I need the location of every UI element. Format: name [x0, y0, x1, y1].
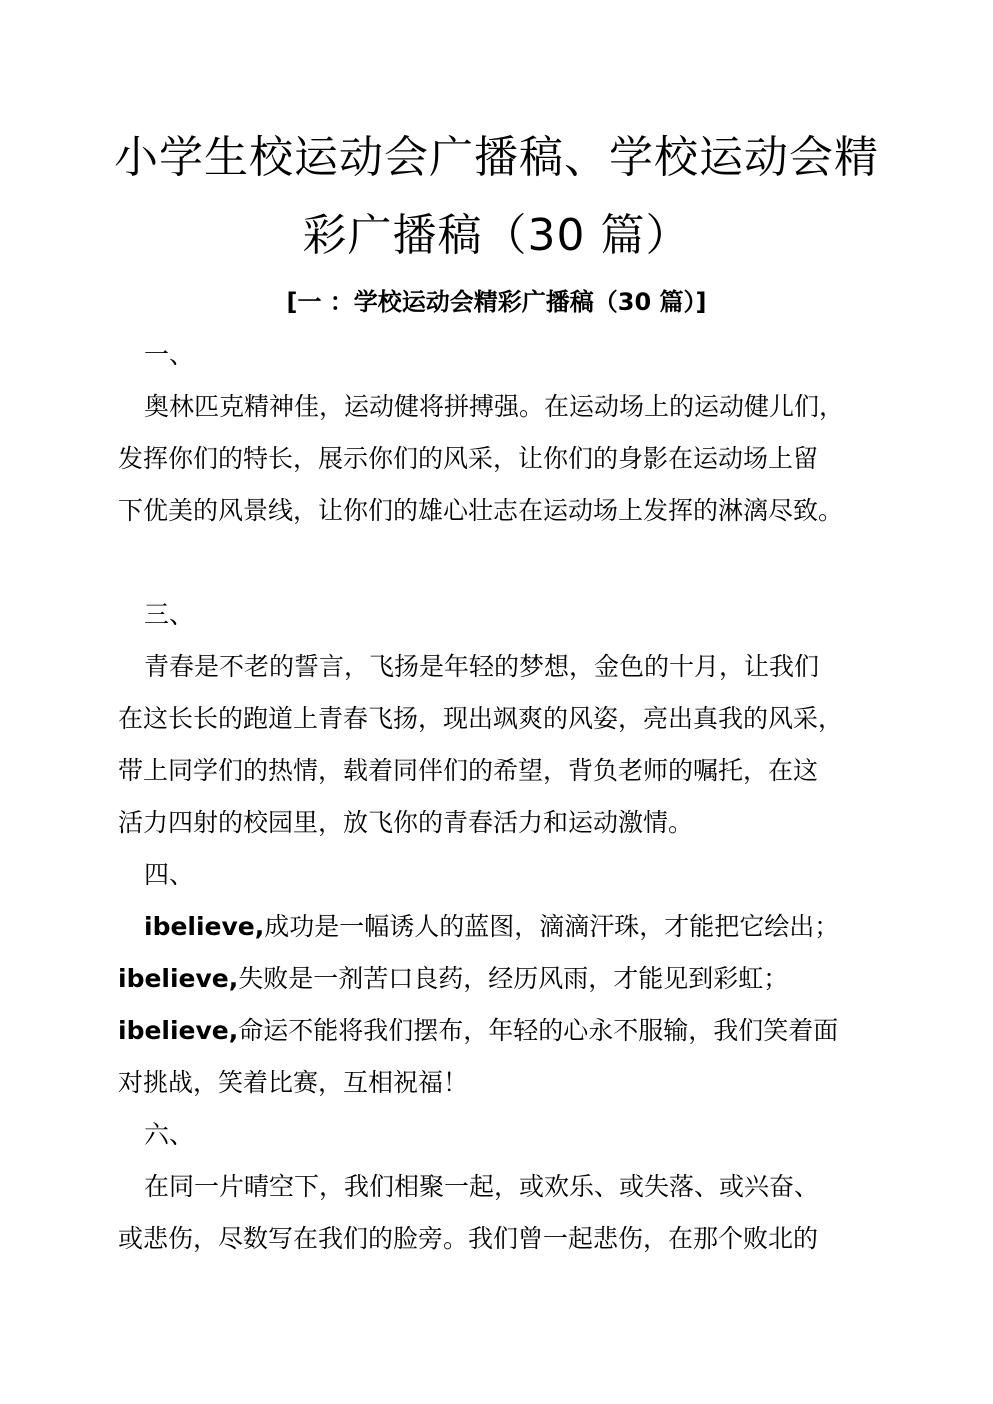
- line-rest: 失败是一剂苦口良药，经历风雨，才能见到彩虹；: [238, 964, 789, 993]
- subtitle: [一 ：学校运动会精彩广播稿（30 篇）]: [286, 288, 707, 316]
- section-heading: 四、: [144, 860, 195, 889]
- line-lead-word: ibelieve,: [118, 1016, 239, 1045]
- paragraph-line: 下优美的风景线，让你们的雄心壮志在运动场上发挥的淋漓尽致。: [118, 496, 844, 525]
- paragraph-line: 青春是不老的誓言，飞扬是年轻的梦想，金色的十月，让我们: [144, 652, 820, 681]
- paragraph-line: 奥林匹克精神佳，运动健将拼搏强。在运动场上的运动健儿们，: [144, 392, 845, 421]
- paragraph-line: 发挥你们的特长，展示你们的风采，让你们的身影在运动场上留: [118, 444, 819, 473]
- section-heading: 六、: [144, 1120, 195, 1149]
- section-heading: 三、: [144, 600, 195, 629]
- paragraph-line: [118, 962, 788, 996]
- line-lead-word: ibelieve,: [118, 964, 239, 993]
- title-line-1: 小学生校运动会广播稿、学校运动会精: [114, 132, 879, 183]
- paragraph-line: 或悲伤，尽数写在我们的脸旁。我们曾一起悲伤，在那个败北的: [118, 1224, 819, 1253]
- paragraph-line: 对挑战，笑着比赛，互相祝福！: [118, 1068, 469, 1097]
- paragraph-line: 在这长长的跑道上青春飞扬，现出飒爽的风姿，亮出真我的风采，: [118, 704, 844, 733]
- line-lead-word: ibelieve,: [144, 912, 265, 941]
- section-heading: 一、: [144, 340, 195, 369]
- paragraph-line: 带上同学们的热情，载着同伴们的希望，背负老师的嘱托，在这: [118, 756, 819, 785]
- paragraph-line: 在同一片晴空下，我们相聚一起，或欢乐、或失落、或兴奋、: [144, 1172, 820, 1201]
- paragraph-line: 活力四射的校园里，放飞你的青春活力和运动激情。: [118, 808, 694, 837]
- line-rest: 成功是一幅诱人的蓝图，滴滴汗珠，才能把它绘出；: [264, 912, 840, 941]
- line-rest: 命运不能将我们摆布，年轻的心永不服输，我们笑着面: [238, 1016, 839, 1045]
- paragraph-line: [118, 1014, 838, 1048]
- paragraph-line: [144, 910, 839, 944]
- title-line-2: 彩广播稿（30 篇）: [302, 210, 691, 261]
